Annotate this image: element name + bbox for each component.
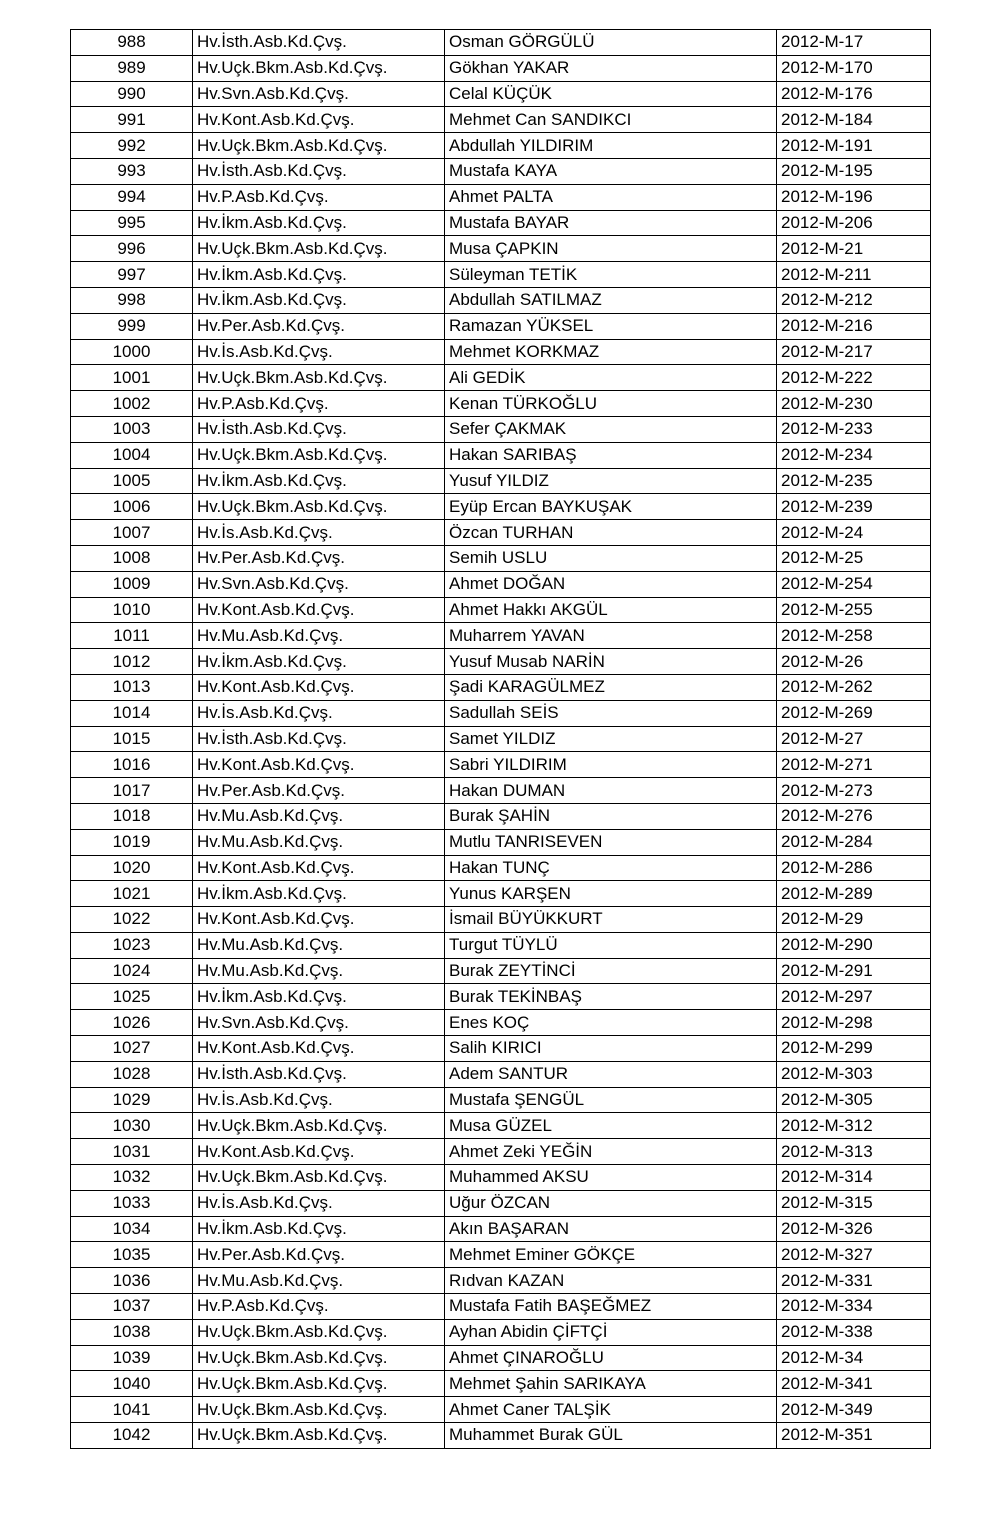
rank-cell: Hv.Svn.Asb.Kd.Çvş. [193, 571, 445, 597]
registry-number-cell: 2012-M-184 [777, 107, 931, 133]
registry-number-cell: 2012-M-235 [777, 468, 931, 494]
row-number-cell: 1032 [71, 1165, 193, 1191]
table-row [71, 391, 931, 417]
row-number-cell: 1041 [71, 1397, 193, 1423]
row-number-cell: 1023 [71, 932, 193, 958]
registry-number-cell: 2012-M-326 [777, 1216, 931, 1242]
rank-cell: Hv.Uçk.Bkm.Asb.Kd.Çvş. [193, 55, 445, 81]
row-number-cell: 991 [71, 107, 193, 133]
name-cell: Ahmet ÇINAROĞLU [445, 1345, 777, 1371]
name-cell: Hakan TUNÇ [445, 855, 777, 881]
row-number-cell: 1003 [71, 416, 193, 442]
rank-cell: Hv.İsth.Asb.Kd.Çvş. [193, 1061, 445, 1087]
rank-cell: Hv.Uçk.Bkm.Asb.Kd.Çvş. [193, 442, 445, 468]
row-number-cell: 1030 [71, 1113, 193, 1139]
row-number-cell: 1001 [71, 365, 193, 391]
rank-cell: Hv.P.Asb.Kd.Çvş. [193, 391, 445, 417]
table-row [71, 158, 931, 184]
name-cell: Rıdvan KAZAN [445, 1268, 777, 1294]
registry-number-cell: 2012-M-271 [777, 752, 931, 778]
registry-number-cell: 2012-M-262 [777, 674, 931, 700]
registry-number-cell: 2012-M-211 [777, 262, 931, 288]
registry-number-cell: 2012-M-26 [777, 649, 931, 675]
table-row [71, 803, 931, 829]
table-row [71, 416, 931, 442]
registry-number-cell: 2012-M-351 [777, 1423, 931, 1449]
row-number-cell: 1008 [71, 545, 193, 571]
rank-cell: Hv.İkm.Asb.Kd.Çvş. [193, 881, 445, 907]
name-cell: Burak TEKİNBAŞ [445, 984, 777, 1010]
rank-cell: Hv.Kont.Asb.Kd.Çvş. [193, 597, 445, 623]
name-cell: Burak ŞAHİN [445, 803, 777, 829]
registry-number-cell: 2012-M-338 [777, 1319, 931, 1345]
row-number-cell: 995 [71, 210, 193, 236]
table-row [71, 1036, 931, 1062]
name-cell: Süleyman TETİK [445, 262, 777, 288]
registry-number-cell: 2012-M-341 [777, 1371, 931, 1397]
registry-number-cell: 2012-M-255 [777, 597, 931, 623]
row-number-cell: 1026 [71, 1010, 193, 1036]
table-row [71, 55, 931, 81]
name-cell: Salih KIRICI [445, 1036, 777, 1062]
rank-cell: Hv.Uçk.Bkm.Asb.Kd.Çvş. [193, 1371, 445, 1397]
rank-cell: Hv.İs.Asb.Kd.Çvş. [193, 700, 445, 726]
table-row [71, 468, 931, 494]
name-cell: Yusuf Musab NARİN [445, 649, 777, 675]
name-cell: İsmail BÜYÜKKURT [445, 907, 777, 933]
table-row [71, 932, 931, 958]
name-cell: Mehmet Eminer GÖKÇE [445, 1242, 777, 1268]
row-number-cell: 998 [71, 287, 193, 313]
rank-cell: Hv.İs.Asb.Kd.Çvş. [193, 1087, 445, 1113]
row-number-cell: 1002 [71, 391, 193, 417]
name-cell: Şadi KARAGÜLMEZ [445, 674, 777, 700]
registry-number-cell: 2012-M-313 [777, 1139, 931, 1165]
rank-cell: Hv.Uçk.Bkm.Asb.Kd.Çvş. [193, 1345, 445, 1371]
row-number-cell: 1010 [71, 597, 193, 623]
registry-number-cell: 2012-M-196 [777, 184, 931, 210]
row-number-cell: 1042 [71, 1423, 193, 1449]
rank-cell: Hv.Uçk.Bkm.Asb.Kd.Çvş. [193, 1319, 445, 1345]
rank-cell: Hv.İkm.Asb.Kd.Çvş. [193, 468, 445, 494]
name-cell: Abdullah YILDIRIM [445, 133, 777, 159]
row-number-cell: 1038 [71, 1319, 193, 1345]
row-number-cell: 1016 [71, 752, 193, 778]
rank-cell: Hv.Kont.Asb.Kd.Çvş. [193, 855, 445, 881]
rank-cell: Hv.Svn.Asb.Kd.Çvş. [193, 1010, 445, 1036]
row-number-cell: 1027 [71, 1036, 193, 1062]
name-cell: Sefer ÇAKMAK [445, 416, 777, 442]
table-row [71, 287, 931, 313]
table-row [71, 494, 931, 520]
table-row [71, 829, 931, 855]
table-row [71, 881, 931, 907]
rank-cell: Hv.Mu.Asb.Kd.Çvş. [193, 623, 445, 649]
row-number-cell: 1013 [71, 674, 193, 700]
table-row [71, 184, 931, 210]
rank-cell: Hv.İs.Asb.Kd.Çvş. [193, 520, 445, 546]
table-row [71, 778, 931, 804]
rank-cell: Hv.İkm.Asb.Kd.Çvş. [193, 649, 445, 675]
name-cell: Ahmet PALTA [445, 184, 777, 210]
name-cell: Burak ZEYTİNCİ [445, 958, 777, 984]
table-row [71, 1242, 931, 1268]
name-cell: Kenan TÜRKOĞLU [445, 391, 777, 417]
rank-cell: Hv.Mu.Asb.Kd.Çvş. [193, 932, 445, 958]
registry-number-cell: 2012-M-269 [777, 700, 931, 726]
row-number-cell: 1015 [71, 726, 193, 752]
rank-cell: Hv.İkm.Asb.Kd.Çvş. [193, 984, 445, 1010]
rank-cell: Hv.Uçk.Bkm.Asb.Kd.Çvş. [193, 133, 445, 159]
registry-number-cell: 2012-M-286 [777, 855, 931, 881]
registry-number-cell: 2012-M-349 [777, 1397, 931, 1423]
name-cell: Abdullah SATILMAZ [445, 287, 777, 313]
registry-number-cell: 2012-M-276 [777, 803, 931, 829]
rank-cell: Hv.Uçk.Bkm.Asb.Kd.Çvş. [193, 1397, 445, 1423]
name-cell: Semih USLU [445, 545, 777, 571]
registry-number-cell: 2012-M-305 [777, 1087, 931, 1113]
registry-number-cell: 2012-M-27 [777, 726, 931, 752]
row-number-cell: 993 [71, 158, 193, 184]
table-row [71, 1113, 931, 1139]
name-cell: Ahmet Zeki YEĞİN [445, 1139, 777, 1165]
name-cell: Turgut TÜYLÜ [445, 932, 777, 958]
registry-number-cell: 2012-M-230 [777, 391, 931, 417]
rank-cell: Hv.Uçk.Bkm.Asb.Kd.Çvş. [193, 1113, 445, 1139]
registry-number-cell: 2012-M-25 [777, 545, 931, 571]
name-cell: Ahmet DOĞAN [445, 571, 777, 597]
table-row [71, 1165, 931, 1191]
name-cell: Ali GEDİK [445, 365, 777, 391]
table-row [71, 210, 931, 236]
registry-number-cell: 2012-M-297 [777, 984, 931, 1010]
name-cell: Eyüp Ercan BAYKUŞAK [445, 494, 777, 520]
registry-number-cell: 2012-M-258 [777, 623, 931, 649]
row-number-cell: 1031 [71, 1139, 193, 1165]
table-row [71, 984, 931, 1010]
row-number-cell: 1039 [71, 1345, 193, 1371]
table-row [71, 1397, 931, 1423]
row-number-cell: 1028 [71, 1061, 193, 1087]
table-row [71, 855, 931, 881]
registry-number-cell: 2012-M-234 [777, 442, 931, 468]
table-row [71, 1423, 931, 1449]
registry-number-cell: 2012-M-216 [777, 313, 931, 339]
table-row [71, 133, 931, 159]
row-number-cell: 1025 [71, 984, 193, 1010]
rank-cell: Hv.Per.Asb.Kd.Çvş. [193, 778, 445, 804]
table-row [71, 313, 931, 339]
table-row [71, 597, 931, 623]
rank-cell: Hv.Uçk.Bkm.Asb.Kd.Çvş. [193, 1165, 445, 1191]
rank-cell: Hv.Uçk.Bkm.Asb.Kd.Çvş. [193, 1423, 445, 1449]
registry-number-cell: 2012-M-233 [777, 416, 931, 442]
row-number-cell: 1006 [71, 494, 193, 520]
table-row [71, 1087, 931, 1113]
registry-number-cell: 2012-M-206 [777, 210, 931, 236]
name-cell: Ahmet Caner TALŞİK [445, 1397, 777, 1423]
row-number-cell: 1019 [71, 829, 193, 855]
name-cell: Hakan DUMAN [445, 778, 777, 804]
row-number-cell: 1011 [71, 623, 193, 649]
rank-cell: Hv.İsth.Asb.Kd.Çvş. [193, 416, 445, 442]
row-number-cell: 1014 [71, 700, 193, 726]
table-row [71, 1345, 931, 1371]
registry-number-cell: 2012-M-291 [777, 958, 931, 984]
table-row [71, 1268, 931, 1294]
rank-cell: Hv.Uçk.Bkm.Asb.Kd.Çvş. [193, 494, 445, 520]
row-number-cell: 1033 [71, 1190, 193, 1216]
name-cell: Mustafa KAYA [445, 158, 777, 184]
row-number-cell: 989 [71, 55, 193, 81]
rank-cell: Hv.Mu.Asb.Kd.Çvş. [193, 1268, 445, 1294]
rank-cell: Hv.Kont.Asb.Kd.Çvş. [193, 107, 445, 133]
table-row [71, 726, 931, 752]
registry-number-cell: 2012-M-170 [777, 55, 931, 81]
name-cell: Musa ÇAPKIN [445, 236, 777, 262]
row-number-cell: 992 [71, 133, 193, 159]
personnel-table [70, 29, 931, 1449]
row-number-cell: 1024 [71, 958, 193, 984]
name-cell: Gökhan YAKAR [445, 55, 777, 81]
registry-number-cell: 2012-M-331 [777, 1268, 931, 1294]
rank-cell: Hv.İs.Asb.Kd.Çvş. [193, 1190, 445, 1216]
row-number-cell: 1012 [71, 649, 193, 675]
row-number-cell: 1037 [71, 1294, 193, 1320]
rank-cell: Hv.Uçk.Bkm.Asb.Kd.Çvş. [193, 236, 445, 262]
row-number-cell: 1040 [71, 1371, 193, 1397]
table-row [71, 107, 931, 133]
table-row [71, 520, 931, 546]
rank-cell: Hv.Kont.Asb.Kd.Çvş. [193, 1139, 445, 1165]
table-row [71, 1319, 931, 1345]
rank-cell: Hv.İkm.Asb.Kd.Çvş. [193, 287, 445, 313]
table-row [71, 571, 931, 597]
rank-cell: Hv.İkm.Asb.Kd.Çvş. [193, 262, 445, 288]
rank-cell: Hv.Mu.Asb.Kd.Çvş. [193, 958, 445, 984]
table-row [71, 1371, 931, 1397]
rank-cell: Hv.Kont.Asb.Kd.Çvş. [193, 674, 445, 700]
table-row [71, 1190, 931, 1216]
name-cell: Muhammet Burak GÜL [445, 1423, 777, 1449]
name-cell: Mutlu TANRISEVEN [445, 829, 777, 855]
name-cell: Ahmet Hakkı AKGÜL [445, 597, 777, 623]
registry-number-cell: 2012-M-29 [777, 907, 931, 933]
registry-number-cell: 2012-M-299 [777, 1036, 931, 1062]
row-number-cell: 1021 [71, 881, 193, 907]
table-row [71, 1294, 931, 1320]
rank-cell: Hv.Uçk.Bkm.Asb.Kd.Çvş. [193, 365, 445, 391]
rank-cell: Hv.İkm.Asb.Kd.Çvş. [193, 1216, 445, 1242]
table-row [71, 623, 931, 649]
rank-cell: Hv.İsth.Asb.Kd.Çvş. [193, 158, 445, 184]
row-number-cell: 1004 [71, 442, 193, 468]
row-number-cell: 1036 [71, 1268, 193, 1294]
row-number-cell: 997 [71, 262, 193, 288]
row-number-cell: 1009 [71, 571, 193, 597]
registry-number-cell: 2012-M-176 [777, 81, 931, 107]
row-number-cell: 1017 [71, 778, 193, 804]
row-number-cell: 990 [71, 81, 193, 107]
registry-number-cell: 2012-M-222 [777, 365, 931, 391]
name-cell: Uğur ÖZCAN [445, 1190, 777, 1216]
rank-cell: Hv.Per.Asb.Kd.Çvş. [193, 545, 445, 571]
registry-number-cell: 2012-M-191 [777, 133, 931, 159]
rank-cell: Hv.Per.Asb.Kd.Çvş. [193, 313, 445, 339]
name-cell: Mehmet Can SANDIKCI [445, 107, 777, 133]
row-number-cell: 1007 [71, 520, 193, 546]
table-row [71, 365, 931, 391]
row-number-cell: 1018 [71, 803, 193, 829]
registry-number-cell: 2012-M-312 [777, 1113, 931, 1139]
registry-number-cell: 2012-M-289 [777, 881, 931, 907]
row-number-cell: 1022 [71, 907, 193, 933]
rank-cell: Hv.İsth.Asb.Kd.Çvş. [193, 726, 445, 752]
registry-number-cell: 2012-M-298 [777, 1010, 931, 1036]
table-row [71, 236, 931, 262]
registry-number-cell: 2012-M-24 [777, 520, 931, 546]
name-cell: Mustafa BAYAR [445, 210, 777, 236]
name-cell: Yusuf YILDIZ [445, 468, 777, 494]
table-row [71, 442, 931, 468]
registry-number-cell: 2012-M-327 [777, 1242, 931, 1268]
row-number-cell: 999 [71, 313, 193, 339]
name-cell: Mehmet Şahin SARIKAYA [445, 1371, 777, 1397]
table-row [71, 907, 931, 933]
name-cell: Ramazan YÜKSEL [445, 313, 777, 339]
row-number-cell: 996 [71, 236, 193, 262]
name-cell: Celal KÜÇÜK [445, 81, 777, 107]
row-number-cell: 1035 [71, 1242, 193, 1268]
rank-cell: Hv.P.Asb.Kd.Çvş. [193, 1294, 445, 1320]
name-cell: Osman GÖRGÜLÜ [445, 30, 777, 56]
registry-number-cell: 2012-M-195 [777, 158, 931, 184]
row-number-cell: 988 [71, 30, 193, 56]
registry-number-cell: 2012-M-239 [777, 494, 931, 520]
name-cell: Sadullah SEİS [445, 700, 777, 726]
name-cell: Özcan TURHAN [445, 520, 777, 546]
registry-number-cell: 2012-M-254 [777, 571, 931, 597]
name-cell: Mehmet KORKMAZ [445, 339, 777, 365]
name-cell: Musa GÜZEL [445, 1113, 777, 1139]
rank-cell: Hv.İsth.Asb.Kd.Çvş. [193, 30, 445, 56]
table-row [71, 958, 931, 984]
row-number-cell: 1000 [71, 339, 193, 365]
rank-cell: Hv.Mu.Asb.Kd.Çvş. [193, 803, 445, 829]
rank-cell: Hv.İs.Asb.Kd.Çvş. [193, 339, 445, 365]
name-cell: Yunus KARŞEN [445, 881, 777, 907]
registry-number-cell: 2012-M-212 [777, 287, 931, 313]
table-row [71, 1139, 931, 1165]
registry-number-cell: 2012-M-21 [777, 236, 931, 262]
registry-number-cell: 2012-M-273 [777, 778, 931, 804]
table-row [71, 674, 931, 700]
table-row [71, 700, 931, 726]
table-row [71, 1216, 931, 1242]
table-row [71, 1010, 931, 1036]
rank-cell: Hv.Kont.Asb.Kd.Çvş. [193, 752, 445, 778]
personnel-table-body [71, 30, 931, 1449]
registry-number-cell: 2012-M-290 [777, 932, 931, 958]
row-number-cell: 1034 [71, 1216, 193, 1242]
rank-cell: Hv.Per.Asb.Kd.Çvş. [193, 1242, 445, 1268]
registry-number-cell: 2012-M-315 [777, 1190, 931, 1216]
rank-cell: Hv.İkm.Asb.Kd.Çvş. [193, 210, 445, 236]
table-row [71, 752, 931, 778]
name-cell: Ayhan Abidin ÇİFTÇİ [445, 1319, 777, 1345]
registry-number-cell: 2012-M-334 [777, 1294, 931, 1320]
name-cell: Enes KOÇ [445, 1010, 777, 1036]
registry-number-cell: 2012-M-17 [777, 30, 931, 56]
registry-number-cell: 2012-M-303 [777, 1061, 931, 1087]
table-row [71, 30, 931, 56]
registry-number-cell: 2012-M-284 [777, 829, 931, 855]
table-row [71, 649, 931, 675]
name-cell: Samet YILDIZ [445, 726, 777, 752]
row-number-cell: 1005 [71, 468, 193, 494]
table-row [71, 262, 931, 288]
registry-number-cell: 2012-M-314 [777, 1165, 931, 1191]
row-number-cell: 1029 [71, 1087, 193, 1113]
row-number-cell: 994 [71, 184, 193, 210]
name-cell: Muharrem YAVAN [445, 623, 777, 649]
table-row [71, 545, 931, 571]
rank-cell: Hv.Kont.Asb.Kd.Çvş. [193, 1036, 445, 1062]
name-cell: Akın BAŞARAN [445, 1216, 777, 1242]
rank-cell: Hv.Kont.Asb.Kd.Çvş. [193, 907, 445, 933]
rank-cell: Hv.Mu.Asb.Kd.Çvş. [193, 829, 445, 855]
table-row [71, 339, 931, 365]
name-cell: Sabri YILDIRIM [445, 752, 777, 778]
table-row [71, 81, 931, 107]
name-cell: Muhammed AKSU [445, 1165, 777, 1191]
rank-cell: Hv.P.Asb.Kd.Çvş. [193, 184, 445, 210]
registry-number-cell: 2012-M-34 [777, 1345, 931, 1371]
registry-number-cell: 2012-M-217 [777, 339, 931, 365]
name-cell: Adem SANTUR [445, 1061, 777, 1087]
name-cell: Mustafa Fatih BAŞEĞMEZ [445, 1294, 777, 1320]
row-number-cell: 1020 [71, 855, 193, 881]
name-cell: Mustafa ŞENGÜL [445, 1087, 777, 1113]
rank-cell: Hv.Svn.Asb.Kd.Çvş. [193, 81, 445, 107]
name-cell: Hakan SARIBAŞ [445, 442, 777, 468]
table-row [71, 1061, 931, 1087]
